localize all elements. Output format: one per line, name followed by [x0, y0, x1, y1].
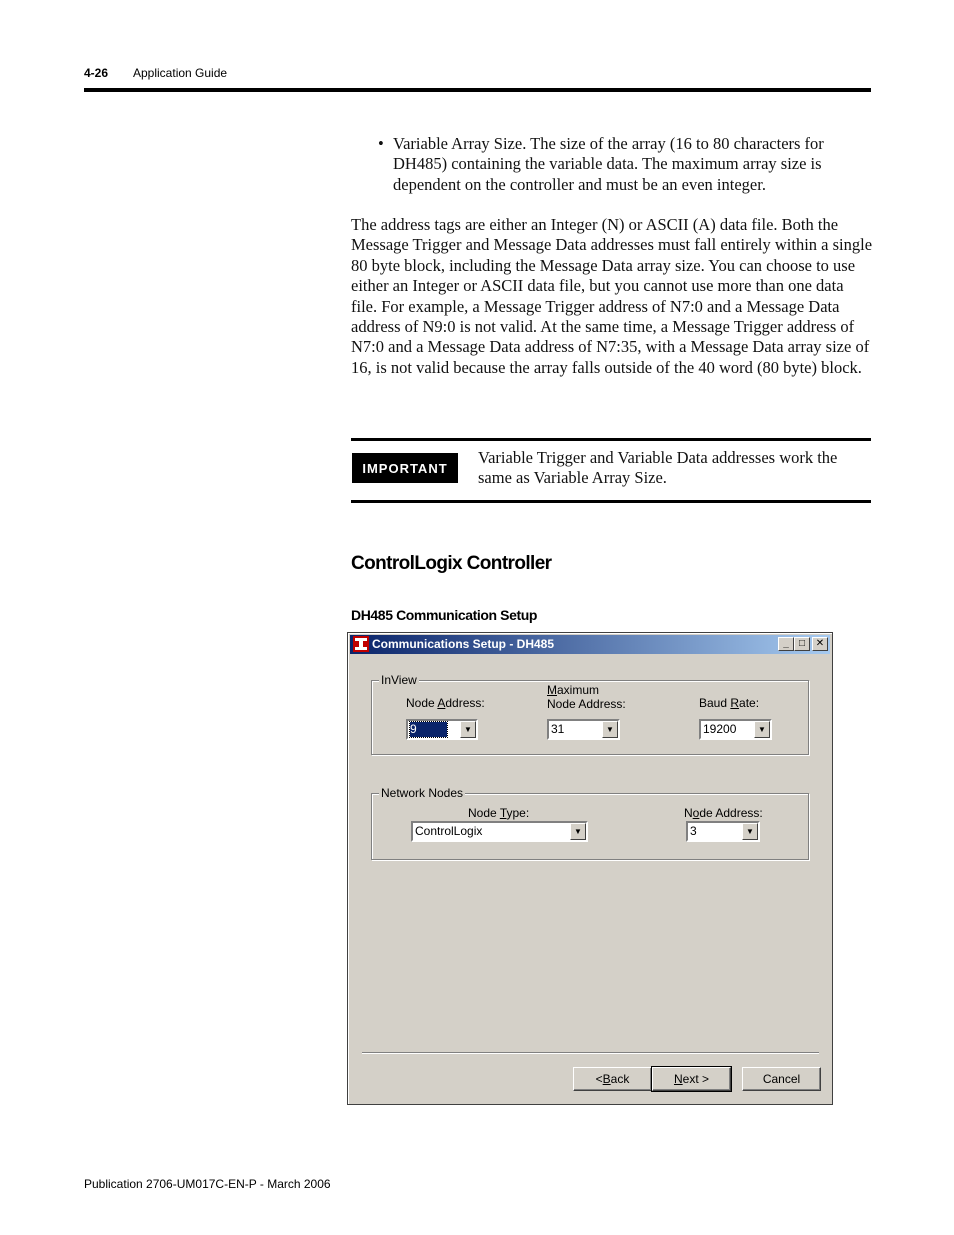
node-type-value: ControlLogix: [415, 824, 483, 838]
bullet-text: Variable Array Size. The size of the array (16 to 80 characters for DH485) containing the variable data. The maximum array size is dependent on the controller and must be an even integer.: [393, 134, 824, 194]
dialog-titlebar[interactable]: [350, 635, 830, 654]
header-rule: [84, 88, 871, 92]
communications-setup-dialog: [347, 632, 833, 1105]
maximize-button[interactable]: □: [794, 637, 810, 651]
node-type-label: Node Type:: [468, 806, 530, 820]
max-node-address-label-line2: Node Address:: [547, 697, 626, 711]
minimize-button[interactable]: _: [778, 637, 794, 651]
node-address-label: Node Address:: [406, 696, 485, 710]
chevron-down-icon[interactable]: ▼: [742, 823, 758, 840]
node-address-select[interactable]: [406, 719, 478, 740]
back-button[interactable]: < B ack: [573, 1067, 652, 1091]
baud-rate-value: 19200: [703, 722, 737, 736]
network-node-address-label: Node Address:: [684, 806, 763, 820]
network-node-address-select[interactable]: [686, 821, 760, 842]
bullet-item: [378, 134, 872, 195]
section-title: Application Guide: [133, 66, 228, 80]
body-paragraph: The address tags are either an Integer (N) or ASCII (A) data file. Both the Message Trigger and Message Data addresses must fall entirely within a single 80 byte block, including the Message Data array size. You can choose to use either an Integer or ASCII data file, but you cannot use more than one data file. For example, a Message Trigger address of N7:0 and a Message Data address of N9:0 is not valid. At the same time, a Message Trigger address of N7:0 and a Message Data address of N7:35, with a Message Data array size of 16, is not valid because the array falls outside of the 40 word (80 byte) block.: [351, 215, 873, 377]
dialog-title: Communications Setup - DH485: [372, 637, 555, 651]
inview-group-label: InView: [381, 673, 417, 687]
network-node-address-value: 3: [690, 824, 697, 838]
max-node-address-value: 31: [551, 722, 565, 736]
max-node-address-label-line1: Maximum: [547, 683, 600, 697]
important-text: Variable Trigger and Variable Data addresses work the same as Variable Array Size.: [478, 448, 838, 488]
network-nodes-group-label: Network Nodes: [381, 786, 464, 800]
page-number: 4-26: [84, 66, 109, 80]
figure-caption: DH485 Communication Setup: [351, 607, 538, 623]
section-heading: ControlLogix Controller: [351, 553, 552, 574]
bullet-dot: •: [378, 134, 384, 153]
chevron-down-icon[interactable]: ▼: [570, 823, 586, 840]
publication-footer: Publication 2706-UM017C-EN-P - March 2006: [84, 1177, 331, 1191]
app-logo-icon: [353, 636, 369, 652]
next-button[interactable]: N ext >: [652, 1067, 731, 1091]
baud-rate-select[interactable]: [699, 719, 772, 740]
chevron-down-icon[interactable]: ▼: [460, 721, 476, 738]
cancel-button[interactable]: Cancel: [742, 1067, 821, 1091]
important-top-rule: [351, 438, 871, 441]
important-bottom-rule: [351, 500, 871, 503]
important-label: IMPORTANT: [352, 453, 458, 483]
dialog-separator: [362, 1052, 819, 1054]
node-address-value: 9: [410, 722, 447, 737]
close-button[interactable]: ✕: [812, 637, 828, 651]
chevron-down-icon[interactable]: ▼: [602, 721, 618, 738]
max-node-address-select[interactable]: [547, 719, 620, 740]
node-type-select[interactable]: [411, 821, 588, 842]
chevron-down-icon[interactable]: ▼: [754, 721, 770, 738]
baud-rate-label: Baud Rate:: [699, 696, 760, 710]
